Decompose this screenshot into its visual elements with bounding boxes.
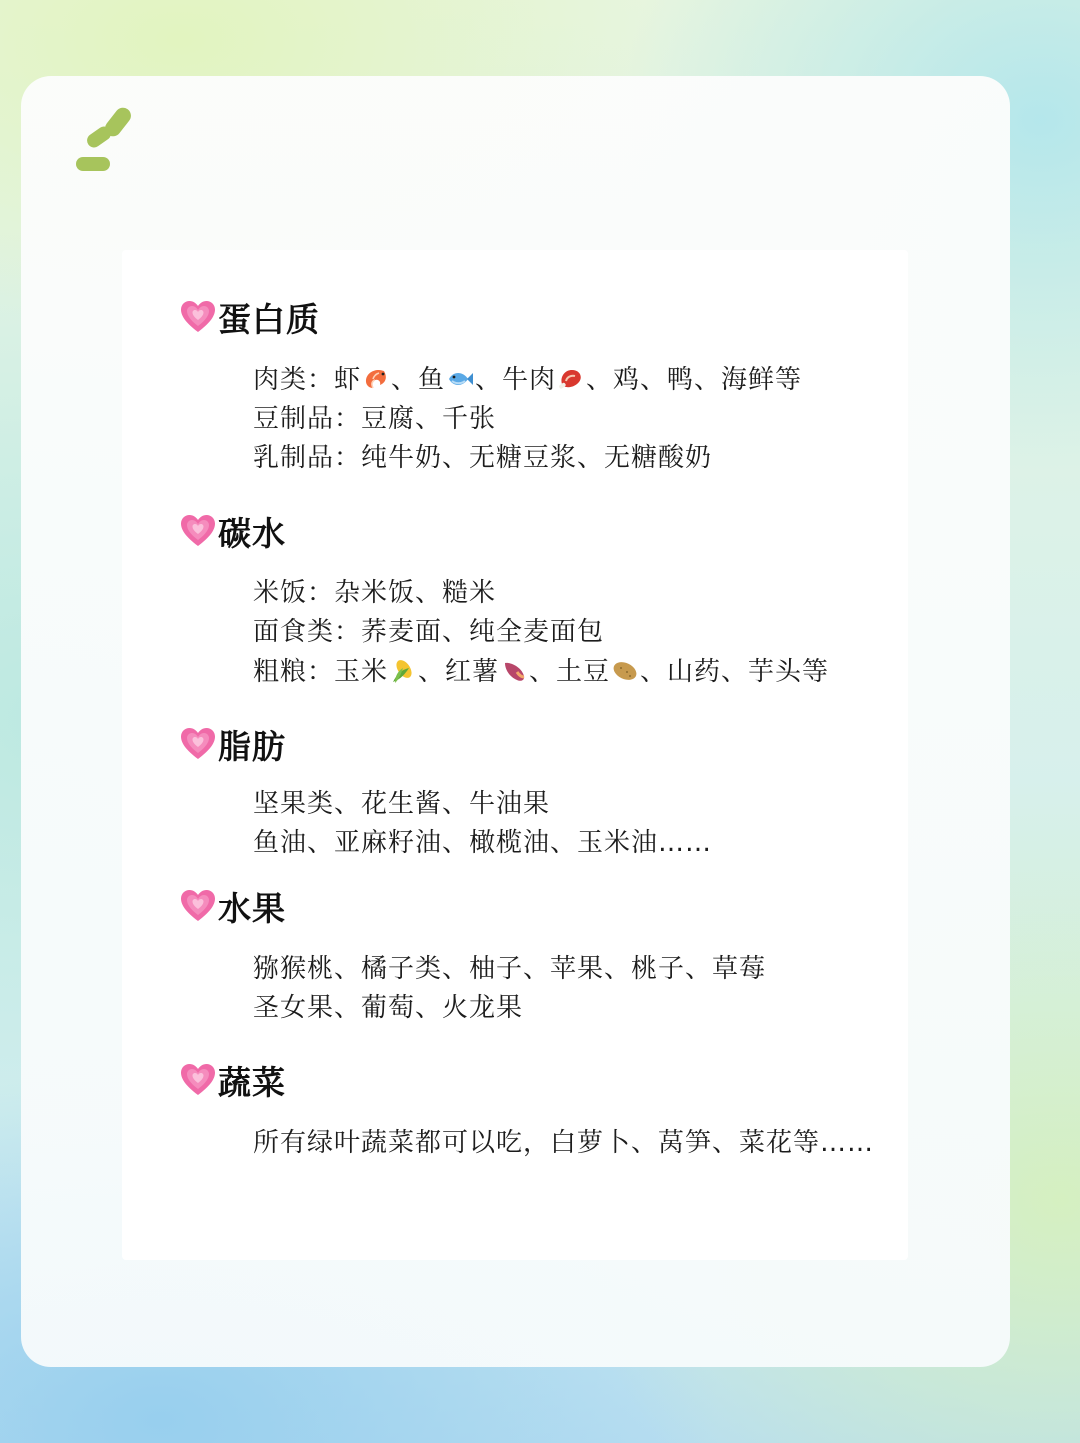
- line-text: 乳制品：纯牛奶、无糖豆浆、无糖酸奶: [253, 443, 713, 473]
- section-heading: [180, 884, 286, 928]
- section-heading: [180, 1058, 286, 1102]
- section-title: 水果: [218, 888, 286, 928]
- list-item: [253, 360, 802, 400]
- section-heading: [180, 722, 286, 766]
- line-text: 米饭：杂米饭、糙米: [253, 578, 497, 608]
- list-item: [253, 652, 829, 692]
- growing-heart-icon: [180, 726, 216, 762]
- line-text: 、红薯: [418, 657, 500, 687]
- line-text: 所有绿叶蔬菜都可以吃，白萝卜、莴笋、菜花等……: [253, 1128, 875, 1158]
- section-heading: [180, 295, 320, 339]
- line-text: 、山药、芋头等: [640, 657, 830, 687]
- sweet-potato-icon: [500, 658, 528, 684]
- line-text: 面食类：荞麦面、纯全麦面包: [253, 617, 605, 647]
- list-item: [253, 573, 496, 613]
- growing-heart-icon: [180, 888, 216, 924]
- line-text: 肉类：虾: [253, 365, 362, 395]
- list-item: [253, 438, 712, 478]
- line-text: 、鸡、鸭、海鲜等: [586, 365, 803, 395]
- section-title: 蛋白质: [218, 299, 320, 339]
- corn-icon: [389, 658, 417, 684]
- section-carbs: [180, 509, 286, 553]
- line-text: 圣女果、葡萄、火龙果: [253, 993, 524, 1023]
- section-fat: [180, 722, 286, 766]
- line-text: 粗粮：玉米: [253, 657, 389, 687]
- growing-heart-icon: [180, 513, 216, 549]
- fish-icon: [446, 366, 474, 392]
- list-item: [253, 612, 604, 652]
- section-protein: [180, 295, 320, 339]
- list-item: [253, 823, 712, 863]
- section-vegetables: [180, 1058, 286, 1102]
- meat-icon: [557, 366, 585, 392]
- list-item: [253, 399, 496, 439]
- section-title: 蔬菜: [218, 1062, 286, 1102]
- potato-icon: [611, 658, 639, 684]
- shrimp-icon: [362, 366, 390, 392]
- line-text: 、鱼: [391, 365, 446, 395]
- growing-heart-icon: [180, 1062, 216, 1098]
- list-item: [253, 949, 766, 989]
- line-text: 、牛肉: [475, 365, 557, 395]
- line-text: 豆制品：豆腐、千张: [253, 404, 497, 434]
- line-text: 坚果类、花生酱、牛油果: [253, 789, 551, 819]
- decorative-strokes-icon: [70, 92, 150, 182]
- list-item: [253, 784, 550, 824]
- line-text: 、土豆: [529, 657, 611, 687]
- section-heading: [180, 509, 286, 553]
- section-title: 脂肪: [218, 726, 286, 766]
- list-item: [253, 988, 523, 1028]
- line-text: 猕猴桃、橘子类、柚子、苹果、桃子、草莓: [253, 954, 767, 984]
- line-text: 鱼油、亚麻籽油、橄榄油、玉米油……: [253, 828, 713, 858]
- section-title: 碳水: [218, 513, 286, 553]
- growing-heart-icon: [180, 299, 216, 335]
- list-item: [253, 1123, 874, 1163]
- section-fruit: [180, 884, 286, 928]
